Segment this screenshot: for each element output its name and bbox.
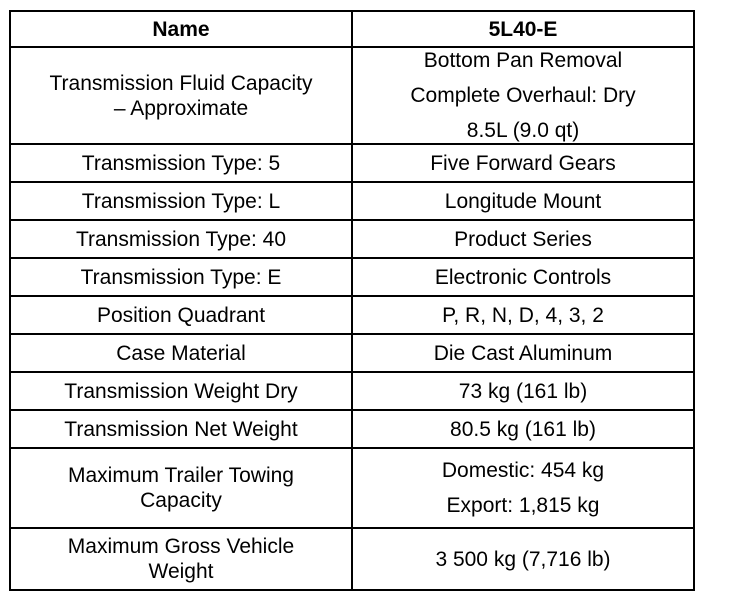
value-cell: 73 kg (161 lb): [352, 372, 694, 410]
table-row: [10, 296, 694, 334]
name-cell: Transmission Weight Dry: [10, 372, 352, 410]
value-cell: 80.5 kg (161 lb): [352, 410, 694, 448]
table-row: [10, 448, 694, 528]
value-cell: Five Forward Gears: [352, 144, 694, 182]
name-line: Weight: [148, 560, 214, 583]
value-cell: [352, 47, 694, 144]
name-line: Capacity: [140, 489, 222, 512]
name-line: Maximum Trailer Towing: [67, 464, 294, 487]
name-cell: Position Quadrant: [10, 296, 352, 334]
value-cell: Die Cast Aluminum: [352, 334, 694, 372]
name-cell: [10, 47, 352, 144]
table-row: [10, 258, 694, 296]
header-row: [10, 11, 694, 47]
value-cell: [352, 448, 694, 528]
name-line: Transmission Fluid Capacity: [49, 71, 313, 95]
header-model: 5L40-E: [352, 11, 694, 47]
table-row: [10, 410, 694, 448]
name-cell: Transmission Net Weight: [10, 410, 352, 448]
value-cell: Longitude Mount: [352, 182, 694, 220]
value-line: Complete Overhaul: Dry: [410, 84, 636, 107]
name-cell: Transmission Type: 5: [10, 144, 352, 182]
name-line: – Approximate: [113, 96, 249, 120]
name-cell: Transmission Type: 40: [10, 220, 352, 258]
specifications-table: [9, 10, 695, 591]
table-row: [10, 144, 694, 182]
name-cell: [10, 528, 352, 590]
name-cell: Transmission Type: E: [10, 258, 352, 296]
table-row: [10, 528, 694, 590]
name-cell: Transmission Type: L: [10, 182, 352, 220]
name-cell: [10, 448, 352, 528]
value-line: Bottom Pan Removal: [423, 49, 623, 72]
header-name: Name: [10, 11, 352, 47]
name-cell: Case Material: [10, 334, 352, 372]
table-row: [10, 334, 694, 372]
value-line: Export: 1,815 kg: [446, 494, 600, 517]
name-line: Maximum Gross Vehicle: [67, 535, 295, 558]
table-row: [10, 220, 694, 258]
value-cell: Electronic Controls: [352, 258, 694, 296]
table-row: [10, 47, 694, 144]
value-cell: 3 500 kg (7,716 lb): [352, 528, 694, 590]
value-cell: P, R, N, D, 4, 3, 2: [352, 296, 694, 334]
table-row: [10, 182, 694, 220]
value-line: 8.5L (9.0 qt): [466, 119, 580, 142]
table-row: [10, 372, 694, 410]
value-cell: Product Series: [352, 220, 694, 258]
value-line: Domestic: 454 kg: [441, 459, 605, 482]
